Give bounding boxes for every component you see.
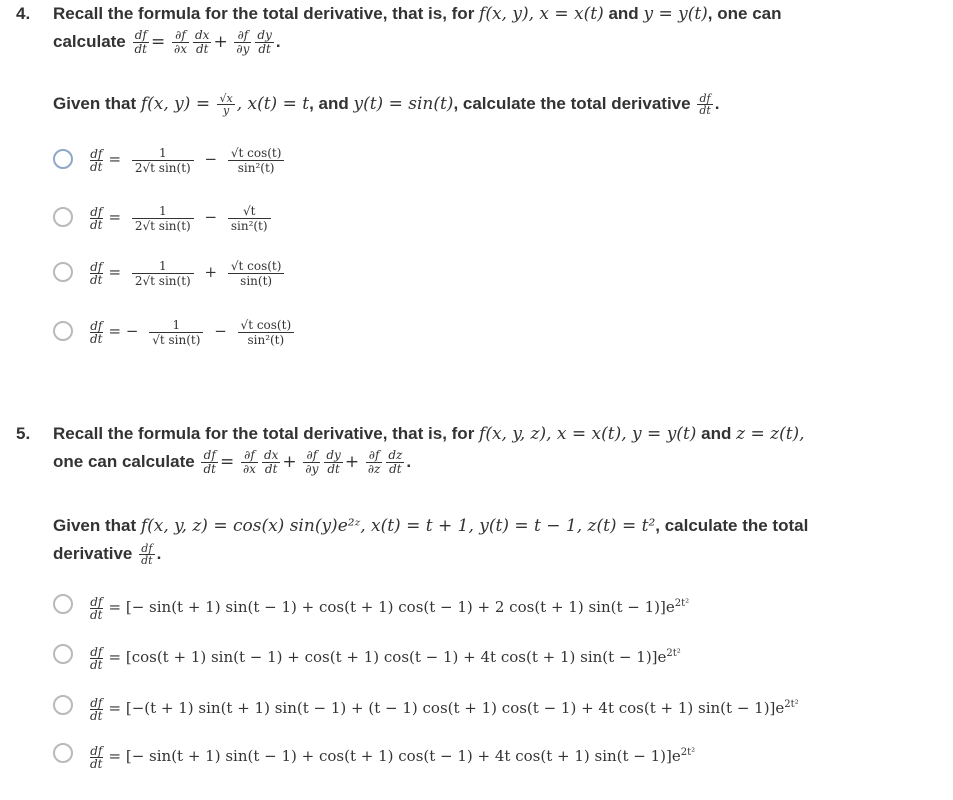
given-text: , calculate the total derivative [453, 94, 691, 113]
prompt-text: Recall the formula for the total derivative, that is, for [53, 424, 475, 443]
question-given: Given that f(x, y, z) = cos(x) sin(y)e²ᶻ, x(t) = t + 1, y(t) = t − 1, z(t) = t², calculate the total derivative $\frac{df}{dt}$ . [53, 516, 809, 568]
choice-q4-d[interactable]: $\frac{df}{dt}$ = − $\frac{1}{\text{√t sin(t)}}$ − $\frac{\text{√t cos(t)}}{\text{sin²(t)}}$ [90, 311, 300, 351]
choice-q4-b[interactable]: $\frac{df}{dt}$ = $\frac{1}{\text{2√t sin(t)}}$ − $\frac{√t}{\text{sin²(t)}}$ [90, 197, 277, 237]
prompt-text: , one can [707, 4, 782, 23]
formula-fraction: $\frac{\partial f}{\partial x}$ [174, 28, 187, 57]
prompt-text: calculate [53, 32, 126, 51]
formula-fraction: $\frac{\partial f}{\partial x}$ [242, 448, 256, 477]
formula-fraction: $\frac{\partial f}{\partial y}$ [236, 28, 250, 57]
given-math: y(t) = sin(t) [353, 94, 454, 114]
choice-q4-a[interactable]: $\frac{df}{dt}$ = $\frac{1}{\text{2√t sin(t)}}$ − $\frac{\text{√t cos(t)}}{\text{sin²(t)}}$ [90, 139, 290, 179]
given-text: , calculate the total [655, 516, 809, 535]
prompt-text: and [701, 424, 732, 443]
prompt-text: and [608, 4, 639, 23]
question-prompt: Recall the formula for the total derivative, that is, for f(x, y), x = x(t) and y = y(t), one can calculate $\frac{df}{dt}$ = $\frac{\partial f}{\partial x}$ $\frac{dx}{dt}$ + $\frac{\partial f}{\partial y}$ $\frac{dy}{dt}$ . [53, 4, 782, 57]
given-text: Given that [53, 516, 137, 535]
prompt-math: z = z(t), [736, 424, 805, 444]
given-math: f(x, y) = $\frac{√x}{y}$ [140, 92, 233, 117]
question-prompt: Recall the formula for the total derivative, that is, for f(x, y, z), x = x(t), y = y(t) and z = z(t), one can calculate $\frac{df}{dt}$ = $\frac{\partial f}{\partial x}$ $\frac{dx}{dt}$ + $\frac{\partial f}{\partial y}$ $\frac{dy}{dt}$ + $\frac{\partial f}{\partial z}$ $\frac{dz}{dt}$ . [53, 424, 805, 477]
dfdt-fraction: $\frac{df}{dt}$ [141, 542, 153, 568]
dfdt-fraction: $\frac{df}{dt}$ [699, 92, 711, 118]
question-number: 5. [16, 424, 31, 443]
formula-fraction: $\frac{\partial f}{\partial z}$ [367, 448, 381, 477]
formula-fraction: $\frac{dx}{dt}$ [194, 28, 210, 57]
given-text: Given that [53, 94, 137, 113]
given-math: , x(t) = t [236, 94, 310, 114]
formula-fraction: $\frac{dx}{dt}$ [263, 448, 279, 477]
choice-radio-q5-c[interactable] [53, 695, 73, 715]
formula-fraction: $\frac{\partial f}{\partial y}$ [305, 448, 319, 477]
question-given: Given that f(x, y) = $\frac{√x}{y}$ , x(t) = t, and y(t) = sin(t), calculate the total derivative $\frac{df}{dt}$ . [53, 92, 720, 118]
formula-fraction: $\frac{df}{dt}$ [134, 28, 148, 57]
prompt-math: y = y(t) [643, 4, 708, 24]
choice-q5-a[interactable]: $\frac{df}{dt}$ = [− sin(t + 1) sin(t − 1) + cos(t + 1) cos(t − 1) + 2 cos(t + 1) $\sin(t - 1)]e^{2t^2}$ [90, 594, 690, 622]
prompt-text: Recall the formula for the total derivative, that is, for [53, 4, 475, 23]
formula-fraction: $\frac{df}{dt}$ [203, 448, 216, 477]
prompt-math: f(x, y, z), x = x(t), y = y(t) [479, 424, 697, 444]
given-math: f(x, y, z) = cos(x) sin(y)e²ᶻ, x(t) = t + 1, y(t) = t − 1, z(t) = t² [140, 516, 656, 536]
choice-radio-q4-d[interactable] [53, 321, 73, 341]
choice-q4-c[interactable]: $\frac{df}{dt}$ = $\frac{1}{\text{2√t sin(t)}}$ + $\frac{\text{√t cos(t)}}{\sin(t)}$ [90, 252, 290, 292]
choice-q5-c[interactable]: $\frac{df}{dt}$ = [−(t + 1) sin(t + 1) sin(t − 1) + (t − 1) cos(t + 1) cos(t − 1) + 4t cos(t + 1) $\sin(t - 1)]e^{2t^2}$ [90, 695, 799, 723]
prompt-text: one can calculate [53, 452, 195, 471]
given-text: derivative [53, 544, 133, 563]
choice-radio-q4-c[interactable] [53, 262, 73, 282]
choice-radio-q5-a[interactable] [53, 594, 73, 614]
formula-fraction: $\frac{dz}{dt}$ [388, 448, 403, 477]
prompt-math: f(x, y), x = x(t) [479, 4, 604, 24]
choice-radio-q5-b[interactable] [53, 644, 73, 664]
choice-radio-q4-b[interactable] [53, 207, 73, 227]
choice-q5-b[interactable]: $\frac{df}{dt}$ = [cos(t + 1) sin(t − 1) + cos(t + 1) cos(t − 1) + 4t cos(t + 1) $\sin(t - 1)]e^{2t^2}$ [90, 644, 681, 672]
formula-fraction: $\frac{dy}{dt}$ [257, 28, 272, 57]
formula-fraction: $\frac{dy}{dt}$ [326, 448, 341, 477]
choice-radio-q4-a[interactable] [53, 149, 73, 169]
given-text: , and [309, 94, 349, 113]
choice-q5-d[interactable]: $\frac{df}{dt}$ = [− sin(t + 1) sin(t − 1) + cos(t + 1) cos(t − 1) + 4t cos(t + 1) $\sin(t - 1)]e^{2t^2}$ [90, 743, 696, 771]
choice-radio-q5-d[interactable] [53, 743, 73, 763]
question-number: 4. [16, 4, 31, 23]
